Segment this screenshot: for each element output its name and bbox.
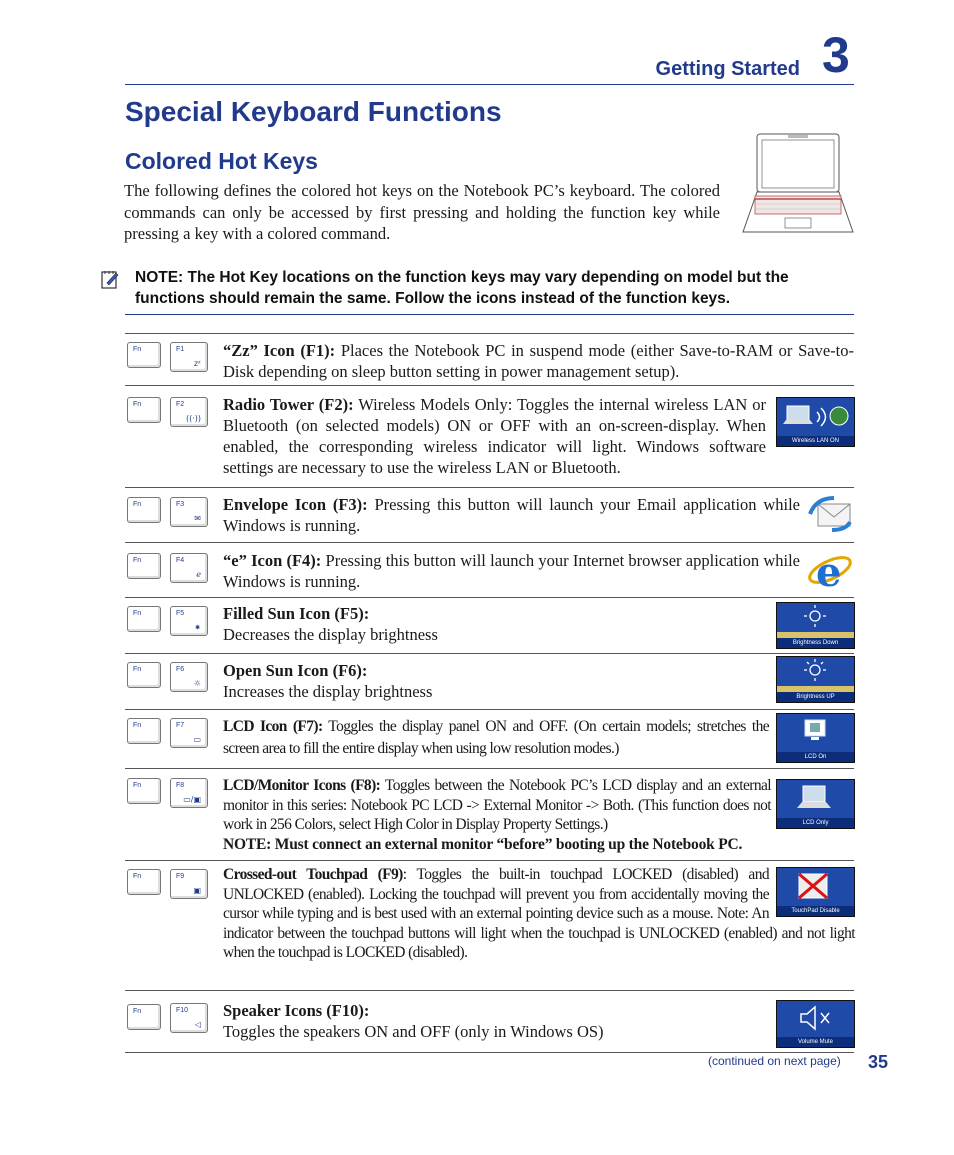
fn-key-label: Fn <box>133 1008 142 1015</box>
brightness-down-sun-icon <box>777 603 854 631</box>
fn-key <box>127 662 161 688</box>
f1-key-label: F1 <box>176 346 185 353</box>
f3-label: Envelope Icon (F3): <box>223 495 368 514</box>
fn-key-label: Fn <box>133 610 142 617</box>
section-label: Getting Started <box>655 58 800 80</box>
brightness-up-caption: Brightness UP <box>777 692 854 702</box>
f2-key-label: F2 <box>176 401 185 408</box>
row-divider <box>125 1052 854 1053</box>
f5-key-label: F5 <box>176 610 185 617</box>
fn-key <box>127 497 161 523</box>
sleep-zz-icon: zᶻ <box>193 359 201 368</box>
laptop-keyboard-illustration <box>741 132 855 236</box>
f1-key <box>170 342 208 372</box>
brightness-down-caption: Brightness Down <box>777 638 854 648</box>
fn-key-label: Fn <box>133 782 142 789</box>
fn-key <box>127 606 161 632</box>
lcd-only-osd <box>776 779 855 829</box>
intro-paragraph: The following defines the colored hot keys on the Notebook PC’s keyboard. The colored commands can only be accessed by first pressing and holding the function key while pressing a key with a colored command. <box>124 181 720 243</box>
open-sun-key-icon: ☼ <box>193 679 201 688</box>
f4-description <box>223 550 800 592</box>
f7-key-label: F7 <box>176 722 185 729</box>
row-divider <box>125 990 854 991</box>
f8-key-label: F8 <box>176 782 185 789</box>
fn-key-label: Fn <box>133 873 142 880</box>
f1-text: Places the Notebook PC in suspend mode (either Save-to-RAM or Save-to-Disk depending on sleep button setting in power management setup). <box>223 341 854 381</box>
f10-description <box>223 1000 763 1042</box>
brightness-up-sun-icon <box>777 657 854 685</box>
lcd-only-caption: LCD Only <box>777 818 854 828</box>
note-rule <box>125 314 854 315</box>
f8-label: LCD/Monitor Icons (F8): <box>223 777 381 794</box>
f9-label: Crossed-out Touchpad (F9) <box>223 866 403 883</box>
f5-key <box>170 606 208 636</box>
brightness-down-osd <box>776 602 855 649</box>
f8-key <box>170 778 208 808</box>
fn-key-label: Fn <box>133 557 142 564</box>
f5-label: Filled Sun Icon (F5): <box>223 604 370 623</box>
f7-label: LCD Icon (F7): <box>223 718 323 735</box>
f10-key <box>170 1003 208 1033</box>
lcd-monitor-icon <box>777 714 854 752</box>
f9-text: : Toggles the built-in touchpad LOCKED (disabled) and UNLOCKED (enabled). Locking the touchpad will prevent you from accidentally moving the cursor while typing and is best used with an external pointing device such as a mouse. Note: An indicator between the touchpad buttons will light when the touchpad is UNLOCKED (enabled) and not light when the touchpad is LOCKED (disabled). <box>223 866 855 961</box>
fn-key-label: Fn <box>133 666 142 673</box>
fn-key-label: Fn <box>133 722 142 729</box>
hotkey-note: NOTE: The Hot Key locations on the function keys may vary depending on model but the functions should remain the same. Follow the icons instead of the function keys. <box>135 269 789 307</box>
filled-sun-key-icon: ✷ <box>194 623 201 632</box>
internet-explorer-icon <box>806 546 854 594</box>
lcd-monitor-key-icon: ▭/▣ <box>183 795 201 804</box>
f2-text: Wireless Models Only: Toggles the internal wireless LAN or Bluetooth (on selected models) ON or OFF with an on-screen-display. When enabled, the corresponding wireless indicator will light. Windows software settings are necessary to use the wireless LAN or Bluetooth. <box>223 395 766 477</box>
note-pencil-icon <box>100 268 120 290</box>
header-rule <box>125 84 854 85</box>
f8-text: Toggles between the Notebook PC’s LCD display and an external monitor in this series: Notebook PC LCD -> External Monitor -> Both. (This function does not work in 256 Colors, select High Color in Display Property Settings.) <box>223 777 771 833</box>
fn-key-label: Fn <box>133 401 142 408</box>
page-title: Special Keyboard Functions <box>125 96 502 127</box>
f5-text: Decreases the display brightness <box>223 625 438 644</box>
fn-key <box>127 342 161 368</box>
crossed-touchpad-icon <box>777 868 854 906</box>
touchpad-key-icon: ▣ <box>193 886 201 895</box>
f7-text: Toggles the display panel ON and OFF. (On certain models; stretches the screen area to fill the entire display when using low resolution modes.) <box>223 718 770 757</box>
f4-key-label: F4 <box>176 557 185 564</box>
volume-mute-osd <box>776 1000 855 1048</box>
lcd-on-caption: LCD On <box>777 752 854 762</box>
fn-key <box>127 718 161 744</box>
wireless-lan-osd <box>776 397 855 447</box>
row-divider <box>125 768 854 769</box>
fn-key-label: Fn <box>133 501 142 508</box>
fn-key <box>127 1004 161 1030</box>
continued-note: (continued on next page) <box>708 1054 841 1068</box>
f6-key <box>170 662 208 692</box>
wireless-lan-caption: Wireless LAN ON <box>777 436 854 446</box>
radio-tower-icon: ((·)) <box>185 414 201 423</box>
speaker-mute-icon <box>777 1001 854 1037</box>
f6-description <box>223 660 763 702</box>
f8-bold-note: NOTE: Must connect an external monitor “before” booting up the Notebook PC. <box>223 835 743 853</box>
f3-key <box>170 497 208 527</box>
f1-label: “Zz” Icon (F1): <box>223 341 336 360</box>
f10-text: Toggles the speakers ON and OFF (only in Windows OS) <box>223 1022 604 1041</box>
f3-text: Pressing this button will launch your Email application while Windows is running. <box>223 495 800 535</box>
f4-key <box>170 553 208 583</box>
email-envelope-icon <box>806 490 854 538</box>
speaker-key-icon: ◁ <box>194 1020 201 1029</box>
fn-key <box>127 397 161 423</box>
fn-key <box>127 553 161 579</box>
e-browser-key-icon: ℯ <box>196 570 201 579</box>
section-subtitle: Colored Hot Keys <box>125 148 318 174</box>
f5-description <box>223 603 763 645</box>
f7-description <box>223 715 769 758</box>
f2-label: Radio Tower (F2): <box>223 395 354 414</box>
row-divider <box>125 860 854 861</box>
row-divider <box>125 653 854 654</box>
f9-description <box>223 865 855 963</box>
f3-description <box>223 494 800 536</box>
lcd-on-osd <box>776 713 855 763</box>
fn-key <box>127 869 161 895</box>
f9-key <box>170 869 208 899</box>
touchpad-disable-caption: TouchPad Disable <box>777 906 854 916</box>
row-divider <box>125 542 854 543</box>
f6-label: Open Sun Icon (F6): <box>223 661 368 680</box>
chapter-number: 3 <box>822 27 850 83</box>
fn-key-label: Fn <box>133 346 142 353</box>
row-divider <box>125 487 854 488</box>
f3-key-label: F3 <box>176 501 185 508</box>
f8-description <box>223 776 771 854</box>
row-divider <box>125 385 854 386</box>
laptop-display-icon <box>777 780 854 818</box>
fn-key <box>127 778 161 804</box>
f9-key-label: F9 <box>176 873 185 880</box>
page-number: 35 <box>868 1052 889 1072</box>
row-divider <box>125 333 854 334</box>
wireless-laptop-icon <box>777 398 854 436</box>
svg-text:e: e <box>816 549 842 594</box>
f1-description <box>223 340 854 382</box>
brightness-up-osd <box>776 656 855 703</box>
f2-key <box>170 397 208 427</box>
volume-mute-caption: Volume Mute <box>777 1037 854 1047</box>
row-divider <box>125 597 854 598</box>
f4-text: Pressing this button will launch your Internet browser application while Windows is running. <box>223 551 801 591</box>
f6-key-label: F6 <box>176 666 185 673</box>
row-divider <box>125 709 854 710</box>
f10-label: Speaker Icons (F10): <box>223 1001 370 1020</box>
f10-key-label: F10 <box>176 1007 189 1014</box>
envelope-key-icon: ✉ <box>194 514 201 523</box>
f2-description <box>223 394 766 478</box>
touchpad-disable-osd <box>776 867 855 917</box>
f6-text: Increases the display brightness <box>223 682 433 701</box>
f7-key <box>170 718 208 748</box>
lcd-key-icon: ▭ <box>193 735 201 744</box>
f4-label: “e” Icon (F4): <box>223 551 322 570</box>
